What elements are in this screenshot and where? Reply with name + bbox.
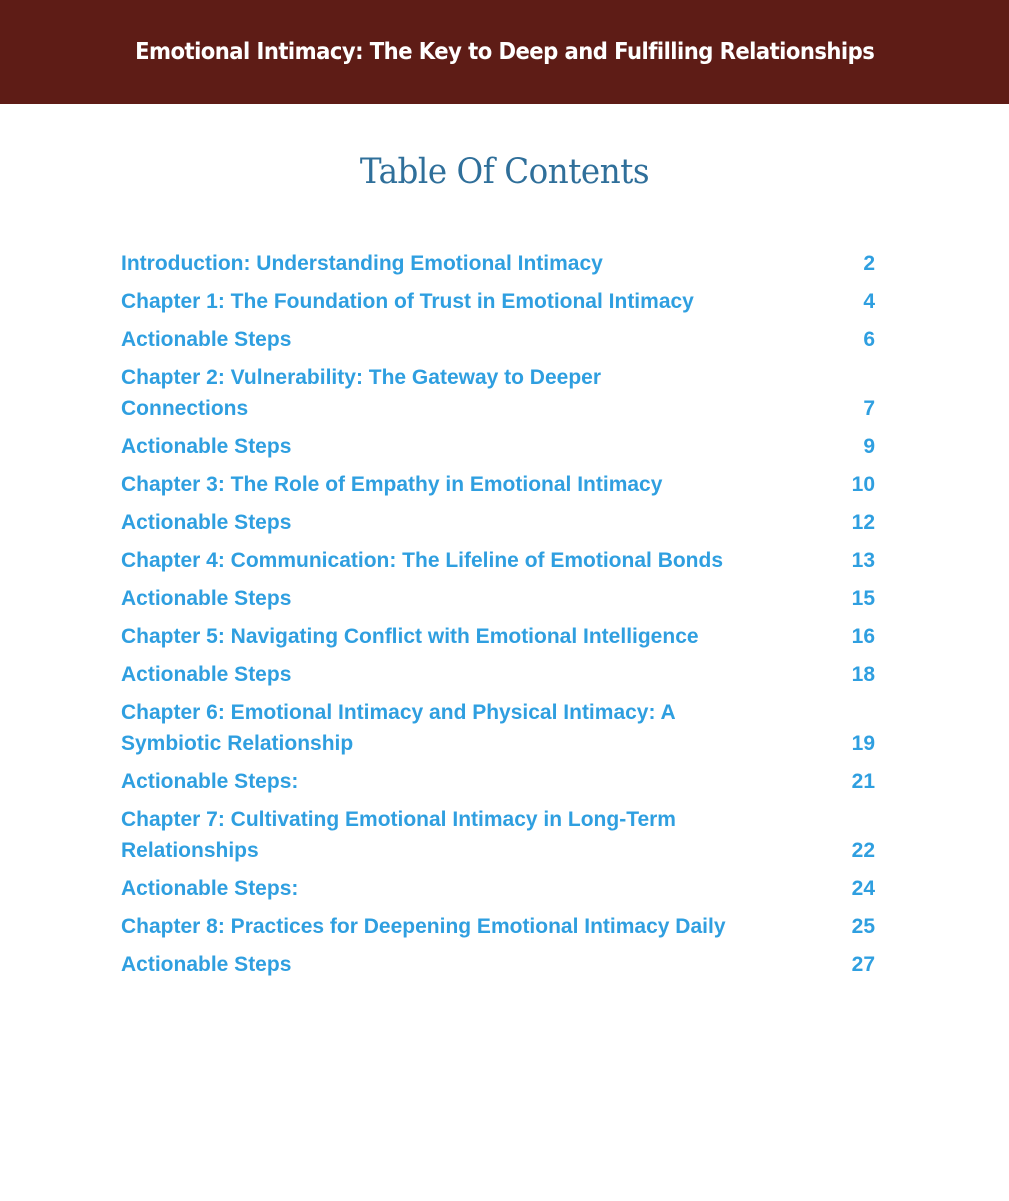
header-bar	[0, 0, 1009, 104]
toc-entry-label: Actionable Steps:	[121, 877, 299, 900]
toc-entry-label: Chapter 1: The Foundation of Trust in Emotional Intimacy	[121, 290, 694, 313]
toc-entry-chapter-6-actionable-steps[interactable]	[121, 766, 875, 797]
toc-entry-page-number: 6	[863, 328, 875, 351]
toc-entry-page-number: 21	[851, 770, 875, 793]
toc-entry-label: Chapter 8: Practices for Deepening Emotional Intimacy Daily	[121, 915, 726, 938]
toc-entry-introduction[interactable]	[121, 248, 875, 279]
toc-entry-chapter-2[interactable]	[121, 362, 875, 424]
toc-entry-page-number: 16	[851, 625, 875, 648]
toc-entry-label: Actionable Steps	[121, 435, 292, 458]
toc-entry-page-number: 22	[851, 839, 875, 862]
toc-entry-page-number: 24	[851, 877, 875, 900]
toc-entry-chapter-2-actionable-steps[interactable]	[121, 431, 875, 462]
toc-entry-label: Actionable Steps	[121, 663, 292, 686]
toc-entry-chapter-8-actionable-steps[interactable]	[121, 949, 875, 980]
toc-entry-label: Actionable Steps	[121, 953, 292, 976]
toc-entry-chapter-6[interactable]	[121, 697, 875, 759]
toc-entry-page-number: 12	[851, 511, 875, 534]
toc-entry-label: Actionable Steps	[121, 587, 292, 610]
toc-list	[121, 248, 875, 987]
toc-entry-chapter-4[interactable]	[121, 545, 875, 576]
toc-entry-page-number: 25	[851, 915, 875, 938]
toc-entry-label: Actionable Steps:	[121, 770, 299, 793]
toc-entry-label: Chapter 4: Communication: The Lifeline of Emotional Bonds	[121, 549, 724, 572]
toc-entry-chapter-1-actionable-steps[interactable]	[121, 324, 875, 355]
toc-entry-page-number: 27	[851, 953, 875, 976]
toc-entry-page-number: 4	[863, 290, 875, 313]
toc-entry-label: Chapter 5: Navigating Conflict with Emotional Intelligence	[121, 625, 699, 648]
toc-entry-label: Chapter 6: Emotional Intimacy and Physical Intimacy: A Symbiotic Relationship	[121, 701, 675, 755]
toc-entry-label: Actionable Steps	[121, 511, 292, 534]
toc-entry-chapter-1[interactable]	[121, 286, 875, 317]
toc-entry-label: Actionable Steps	[121, 328, 292, 351]
toc-heading: Table Of Contents	[359, 152, 650, 192]
toc-entry-chapter-7-actionable-steps[interactable]	[121, 873, 875, 904]
toc-entry-page-number: 19	[851, 732, 875, 755]
toc-entry-page-number: 13	[851, 549, 875, 572]
document-title: Emotional Intimacy: The Key to Deep and Fulfilling Relationships	[134, 39, 875, 65]
toc-entry-chapter-7[interactable]	[121, 804, 875, 866]
toc-entry-page-number: 10	[851, 473, 875, 496]
toc-entry-chapter-4-actionable-steps[interactable]	[121, 583, 875, 614]
toc-entry-label: Chapter 2: Vulnerability: The Gateway to Deeper Connections	[121, 366, 602, 420]
toc-entry-chapter-5[interactable]	[121, 621, 875, 652]
toc-entry-chapter-3[interactable]	[121, 469, 875, 500]
toc-entry-chapter-5-actionable-steps[interactable]	[121, 659, 875, 690]
toc-entry-page-number: 9	[863, 435, 875, 458]
toc-entry-chapter-8[interactable]	[121, 911, 875, 942]
toc-entry-label: Chapter 3: The Role of Empathy in Emotional Intimacy	[121, 473, 663, 496]
toc-entry-label: Chapter 7: Cultivating Emotional Intimacy in Long-Term Relationships	[121, 808, 676, 862]
toc-entry-chapter-3-actionable-steps[interactable]	[121, 507, 875, 538]
toc-entry-page-number: 18	[851, 663, 875, 686]
toc-entry-page-number: 7	[863, 397, 875, 420]
toc-entry-label: Introduction: Understanding Emotional Intimacy	[121, 252, 603, 275]
toc-entry-page-number: 15	[851, 587, 875, 610]
toc-entry-page-number: 2	[863, 252, 875, 275]
